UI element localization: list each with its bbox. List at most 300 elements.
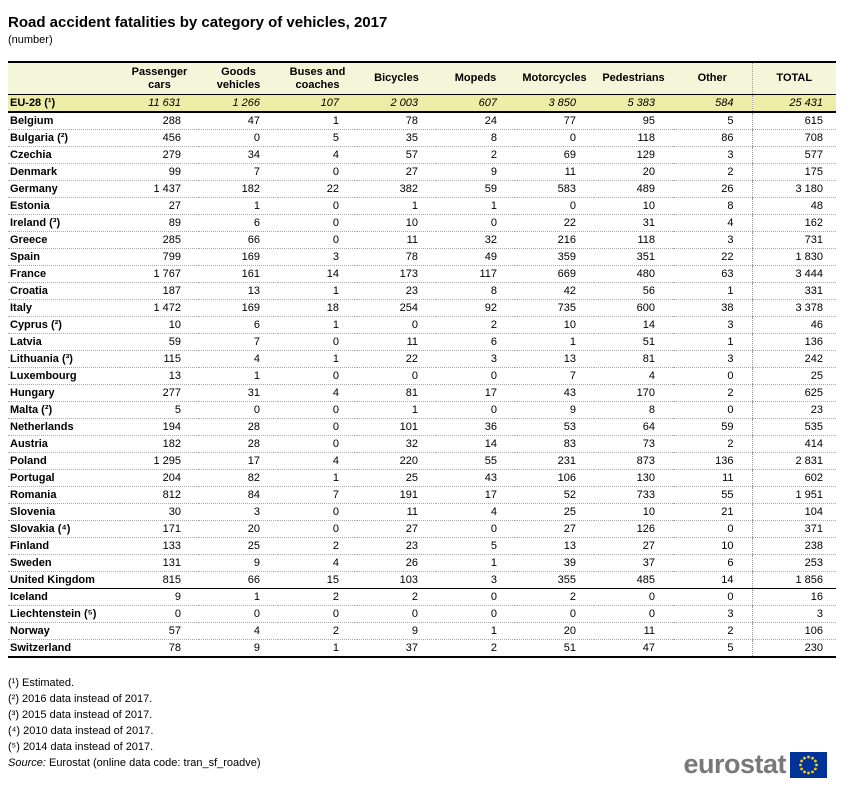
row-label: Slovakia (⁴) bbox=[8, 521, 120, 538]
value-cell: 86 bbox=[673, 130, 752, 147]
table-row bbox=[8, 453, 836, 470]
value-cell: 118 bbox=[594, 130, 673, 147]
value-cell: 7 bbox=[199, 164, 278, 181]
row-label: Austria bbox=[8, 436, 120, 453]
value-cell: 1 266 bbox=[199, 95, 278, 113]
value-cell: 3 bbox=[199, 504, 278, 521]
value-cell: 1 bbox=[278, 317, 357, 334]
value-cell: 115 bbox=[120, 351, 199, 368]
value-cell: 25 bbox=[199, 538, 278, 555]
table-row bbox=[8, 402, 836, 419]
value-cell: 37 bbox=[357, 640, 436, 658]
value-cell: 43 bbox=[515, 385, 594, 402]
table-row bbox=[8, 181, 836, 198]
value-cell: 3 bbox=[673, 351, 752, 368]
row-label: Switzerland bbox=[8, 640, 120, 658]
value-cell: 10 bbox=[594, 504, 673, 521]
value-cell: 9 bbox=[515, 402, 594, 419]
value-cell: 0 bbox=[436, 589, 515, 606]
column-header: Mopeds bbox=[436, 62, 515, 95]
value-cell: 194 bbox=[120, 419, 199, 436]
value-cell: 30 bbox=[120, 504, 199, 521]
value-cell: 182 bbox=[199, 181, 278, 198]
column-header: Pedestrians bbox=[594, 62, 673, 95]
row-label: Netherlands bbox=[8, 419, 120, 436]
value-cell: 169 bbox=[199, 300, 278, 317]
value-cell: 2 bbox=[278, 538, 357, 555]
table-header-row bbox=[8, 62, 836, 95]
value-cell: 11 bbox=[515, 164, 594, 181]
value-cell: 1 bbox=[199, 589, 278, 606]
value-cell: 0 bbox=[357, 317, 436, 334]
row-label: Slovenia bbox=[8, 504, 120, 521]
value-cell: 5 bbox=[436, 538, 515, 555]
row-label: Italy bbox=[8, 300, 120, 317]
value-cell: 615 bbox=[752, 112, 836, 130]
value-cell: 11 631 bbox=[120, 95, 199, 113]
value-cell: 10 bbox=[594, 198, 673, 215]
value-cell: 17 bbox=[436, 385, 515, 402]
row-label: Denmark bbox=[8, 164, 120, 181]
value-cell: 0 bbox=[673, 402, 752, 419]
value-cell: 136 bbox=[673, 453, 752, 470]
value-cell: 107 bbox=[278, 95, 357, 113]
value-cell: 1 472 bbox=[120, 300, 199, 317]
value-cell: 4 bbox=[278, 555, 357, 572]
row-label: Finland bbox=[8, 538, 120, 555]
value-cell: 20 bbox=[199, 521, 278, 538]
value-cell: 799 bbox=[120, 249, 199, 266]
value-cell: 11 bbox=[673, 470, 752, 487]
value-cell: 0 bbox=[436, 368, 515, 385]
value-cell: 3 850 bbox=[515, 95, 594, 113]
value-cell: 10 bbox=[515, 317, 594, 334]
row-label: Norway bbox=[8, 623, 120, 640]
value-cell: 0 bbox=[515, 130, 594, 147]
value-cell: 10 bbox=[673, 538, 752, 555]
value-cell: 1 951 bbox=[752, 487, 836, 504]
value-cell: 3 bbox=[436, 351, 515, 368]
eurostat-logo-text: eurostat bbox=[683, 749, 786, 779]
row-label: Hungary bbox=[8, 385, 120, 402]
value-cell: 27 bbox=[594, 538, 673, 555]
value-cell: 607 bbox=[436, 95, 515, 113]
value-cell: 485 bbox=[594, 572, 673, 589]
table-row bbox=[8, 419, 836, 436]
value-cell: 3 bbox=[673, 147, 752, 164]
row-label: Greece bbox=[8, 232, 120, 249]
value-cell: 22 bbox=[515, 215, 594, 232]
value-cell: 1 bbox=[278, 112, 357, 130]
value-cell: 81 bbox=[594, 351, 673, 368]
value-cell: 669 bbox=[515, 266, 594, 283]
eurostat-logo bbox=[683, 751, 827, 778]
value-cell: 84 bbox=[199, 487, 278, 504]
value-cell: 371 bbox=[752, 521, 836, 538]
value-cell: 279 bbox=[120, 147, 199, 164]
table-row bbox=[8, 623, 836, 640]
value-cell: 216 bbox=[515, 232, 594, 249]
value-cell: 56 bbox=[594, 283, 673, 300]
source-label: Source: bbox=[8, 757, 46, 769]
value-cell: 13 bbox=[120, 368, 199, 385]
corner-cell bbox=[8, 62, 120, 95]
value-cell: 5 bbox=[120, 402, 199, 419]
value-cell: 78 bbox=[120, 640, 199, 658]
value-cell: 32 bbox=[436, 232, 515, 249]
value-cell: 6 bbox=[673, 555, 752, 572]
value-cell: 82 bbox=[199, 470, 278, 487]
value-cell: 735 bbox=[515, 300, 594, 317]
footnote: (⁵) 2014 data instead of 2017. bbox=[8, 741, 154, 753]
value-cell: 11 bbox=[594, 623, 673, 640]
value-cell: 0 bbox=[278, 164, 357, 181]
value-cell: 69 bbox=[515, 147, 594, 164]
value-cell: 1 bbox=[436, 198, 515, 215]
value-cell: 22 bbox=[673, 249, 752, 266]
table-row bbox=[8, 112, 836, 130]
value-cell: 1 bbox=[673, 334, 752, 351]
value-cell: 873 bbox=[594, 453, 673, 470]
value-cell: 230 bbox=[752, 640, 836, 658]
value-cell: 9 bbox=[199, 640, 278, 658]
eu-flag-icon bbox=[790, 752, 827, 778]
value-cell: 46 bbox=[752, 317, 836, 334]
column-header: Goods vehicles bbox=[199, 62, 278, 95]
value-cell: 0 bbox=[357, 606, 436, 623]
value-cell: 11 bbox=[357, 504, 436, 521]
table-row bbox=[8, 300, 836, 317]
value-cell: 26 bbox=[357, 555, 436, 572]
value-cell: 14 bbox=[594, 317, 673, 334]
value-cell: 42 bbox=[515, 283, 594, 300]
value-cell: 414 bbox=[752, 436, 836, 453]
value-cell: 1 bbox=[436, 555, 515, 572]
value-cell: 21 bbox=[673, 504, 752, 521]
value-cell: 73 bbox=[594, 436, 673, 453]
value-cell: 126 bbox=[594, 521, 673, 538]
row-label: Croatia bbox=[8, 283, 120, 300]
value-cell: 173 bbox=[357, 266, 436, 283]
value-cell: 52 bbox=[515, 487, 594, 504]
value-cell: 18 bbox=[278, 300, 357, 317]
value-cell: 55 bbox=[673, 487, 752, 504]
value-cell: 2 bbox=[515, 589, 594, 606]
value-cell: 1 bbox=[515, 334, 594, 351]
row-label: Lithuania (³) bbox=[8, 351, 120, 368]
value-cell: 733 bbox=[594, 487, 673, 504]
value-cell: 99 bbox=[120, 164, 199, 181]
value-cell: 191 bbox=[357, 487, 436, 504]
value-cell: 2 bbox=[278, 589, 357, 606]
row-label: Luxembourg bbox=[8, 368, 120, 385]
table-row bbox=[8, 640, 836, 658]
value-cell: 27 bbox=[120, 198, 199, 215]
table-row bbox=[8, 436, 836, 453]
value-cell: 583 bbox=[515, 181, 594, 198]
value-cell: 0 bbox=[199, 606, 278, 623]
value-cell: 4 bbox=[199, 623, 278, 640]
value-cell: 1 bbox=[278, 640, 357, 658]
value-cell: 6 bbox=[199, 317, 278, 334]
value-cell: 1 bbox=[278, 470, 357, 487]
value-cell: 47 bbox=[199, 112, 278, 130]
value-cell: 456 bbox=[120, 130, 199, 147]
value-cell: 1 bbox=[199, 368, 278, 385]
value-cell: 577 bbox=[752, 147, 836, 164]
value-cell: 584 bbox=[673, 95, 752, 113]
value-cell: 13 bbox=[515, 351, 594, 368]
value-cell: 4 bbox=[673, 215, 752, 232]
value-cell: 1 bbox=[673, 283, 752, 300]
value-cell: 331 bbox=[752, 283, 836, 300]
value-cell: 11 bbox=[357, 334, 436, 351]
value-cell: 47 bbox=[594, 640, 673, 658]
value-cell: 812 bbox=[120, 487, 199, 504]
value-cell: 106 bbox=[515, 470, 594, 487]
value-cell: 0 bbox=[436, 402, 515, 419]
value-cell: 14 bbox=[673, 572, 752, 589]
row-label: Latvia bbox=[8, 334, 120, 351]
table-row bbox=[8, 521, 836, 538]
value-cell: 66 bbox=[199, 232, 278, 249]
row-label: Iceland bbox=[8, 589, 120, 606]
value-cell: 0 bbox=[278, 419, 357, 436]
value-cell: 2 bbox=[673, 385, 752, 402]
value-cell: 242 bbox=[752, 351, 836, 368]
value-cell: 0 bbox=[515, 606, 594, 623]
value-cell: 23 bbox=[752, 402, 836, 419]
value-cell: 89 bbox=[120, 215, 199, 232]
row-label: Liechtenstein (⁵) bbox=[8, 606, 120, 623]
value-cell: 13 bbox=[515, 538, 594, 555]
value-cell: 2 831 bbox=[752, 453, 836, 470]
value-cell: 16 bbox=[752, 589, 836, 606]
value-cell: 171 bbox=[120, 521, 199, 538]
value-cell: 1 bbox=[278, 283, 357, 300]
value-cell: 51 bbox=[594, 334, 673, 351]
value-cell: 26 bbox=[673, 181, 752, 198]
value-cell: 117 bbox=[436, 266, 515, 283]
value-cell: 5 bbox=[278, 130, 357, 147]
value-cell: 43 bbox=[436, 470, 515, 487]
value-cell: 0 bbox=[278, 606, 357, 623]
value-cell: 0 bbox=[120, 606, 199, 623]
value-cell: 625 bbox=[752, 385, 836, 402]
value-cell: 15 bbox=[278, 572, 357, 589]
table-row bbox=[8, 249, 836, 266]
value-cell: 1 bbox=[357, 198, 436, 215]
footnote: (²) 2016 data instead of 2017. bbox=[8, 693, 153, 705]
value-cell: 2 bbox=[278, 623, 357, 640]
value-cell: 0 bbox=[199, 402, 278, 419]
value-cell: 162 bbox=[752, 215, 836, 232]
column-header: Bicycles bbox=[357, 62, 436, 95]
source-text: Eurostat (online data code: tran_sf_roadve) bbox=[45, 757, 261, 769]
footnote: (⁴) 2010 data instead of 2017. bbox=[8, 725, 154, 737]
value-cell: 2 bbox=[673, 623, 752, 640]
value-cell: 602 bbox=[752, 470, 836, 487]
value-cell: 0 bbox=[278, 436, 357, 453]
value-cell: 3 bbox=[673, 317, 752, 334]
value-cell: 253 bbox=[752, 555, 836, 572]
value-cell: 0 bbox=[199, 130, 278, 147]
value-cell: 53 bbox=[515, 419, 594, 436]
value-cell: 106 bbox=[752, 623, 836, 640]
value-cell: 4 bbox=[278, 453, 357, 470]
value-cell: 20 bbox=[594, 164, 673, 181]
value-cell: 0 bbox=[278, 215, 357, 232]
table-row bbox=[8, 130, 836, 147]
value-cell: 359 bbox=[515, 249, 594, 266]
value-cell: 254 bbox=[357, 300, 436, 317]
row-label: EU-28 (¹) bbox=[8, 95, 120, 113]
value-cell: 36 bbox=[436, 419, 515, 436]
row-label: Czechia bbox=[8, 147, 120, 164]
value-cell: 4 bbox=[436, 504, 515, 521]
value-cell: 8 bbox=[436, 130, 515, 147]
row-label: Belgium bbox=[8, 112, 120, 130]
value-cell: 161 bbox=[199, 266, 278, 283]
value-cell: 59 bbox=[120, 334, 199, 351]
table-row bbox=[8, 368, 836, 385]
page-subtitle: (number) bbox=[8, 34, 53, 46]
value-cell: 5 bbox=[673, 640, 752, 658]
value-cell: 64 bbox=[594, 419, 673, 436]
value-cell: 14 bbox=[278, 266, 357, 283]
value-cell: 3 bbox=[436, 572, 515, 589]
value-cell: 204 bbox=[120, 470, 199, 487]
value-cell: 5 bbox=[673, 112, 752, 130]
value-cell: 35 bbox=[357, 130, 436, 147]
value-cell: 6 bbox=[436, 334, 515, 351]
value-cell: 27 bbox=[515, 521, 594, 538]
row-label: Malta (²) bbox=[8, 402, 120, 419]
value-cell: 95 bbox=[594, 112, 673, 130]
row-label: Portugal bbox=[8, 470, 120, 487]
value-cell: 0 bbox=[436, 521, 515, 538]
value-cell: 14 bbox=[436, 436, 515, 453]
value-cell: 22 bbox=[278, 181, 357, 198]
value-cell: 3 bbox=[752, 606, 836, 623]
value-cell: 0 bbox=[278, 232, 357, 249]
table-body bbox=[8, 95, 836, 658]
value-cell: 1 767 bbox=[120, 266, 199, 283]
value-cell: 0 bbox=[278, 198, 357, 215]
value-cell: 175 bbox=[752, 164, 836, 181]
value-cell: 78 bbox=[357, 112, 436, 130]
value-cell: 600 bbox=[594, 300, 673, 317]
value-cell: 382 bbox=[357, 181, 436, 198]
value-cell: 815 bbox=[120, 572, 199, 589]
row-label: Bulgaria (²) bbox=[8, 130, 120, 147]
table-row bbox=[8, 215, 836, 232]
value-cell: 0 bbox=[436, 215, 515, 232]
value-cell: 7 bbox=[278, 487, 357, 504]
value-cell: 55 bbox=[436, 453, 515, 470]
value-cell: 2 003 bbox=[357, 95, 436, 113]
value-cell: 0 bbox=[357, 368, 436, 385]
value-cell: 7 bbox=[515, 368, 594, 385]
value-cell: 0 bbox=[673, 368, 752, 385]
value-cell: 25 bbox=[752, 368, 836, 385]
value-cell: 37 bbox=[594, 555, 673, 572]
value-cell: 0 bbox=[594, 589, 673, 606]
row-label: Spain bbox=[8, 249, 120, 266]
value-cell: 1 bbox=[357, 402, 436, 419]
table-row bbox=[8, 589, 836, 606]
value-cell: 28 bbox=[199, 436, 278, 453]
value-cell: 8 bbox=[436, 283, 515, 300]
table-row bbox=[8, 164, 836, 181]
value-cell: 81 bbox=[357, 385, 436, 402]
value-cell: 0 bbox=[278, 334, 357, 351]
value-cell: 129 bbox=[594, 147, 673, 164]
column-header: Buses and coaches bbox=[278, 62, 357, 95]
value-cell: 238 bbox=[752, 538, 836, 555]
value-cell: 27 bbox=[357, 164, 436, 181]
table-row bbox=[8, 147, 836, 164]
row-label: United Kingdom bbox=[8, 572, 120, 589]
column-header: Motorcycles bbox=[515, 62, 594, 95]
table-row bbox=[8, 232, 836, 249]
value-cell: 1 830 bbox=[752, 249, 836, 266]
value-cell: 1 bbox=[278, 351, 357, 368]
value-cell: 5 383 bbox=[594, 95, 673, 113]
value-cell: 101 bbox=[357, 419, 436, 436]
column-header: Other bbox=[673, 62, 752, 95]
value-cell: 0 bbox=[436, 606, 515, 623]
value-cell: 277 bbox=[120, 385, 199, 402]
value-cell: 2 bbox=[673, 436, 752, 453]
value-cell: 187 bbox=[120, 283, 199, 300]
value-cell: 4 bbox=[278, 147, 357, 164]
row-label: Poland bbox=[8, 453, 120, 470]
value-cell: 22 bbox=[357, 351, 436, 368]
value-cell: 118 bbox=[594, 232, 673, 249]
value-cell: 78 bbox=[357, 249, 436, 266]
value-cell: 66 bbox=[199, 572, 278, 589]
value-cell: 63 bbox=[673, 266, 752, 283]
value-cell: 9 bbox=[120, 589, 199, 606]
value-cell: 28 bbox=[199, 419, 278, 436]
value-cell: 51 bbox=[515, 640, 594, 658]
table-row bbox=[8, 198, 836, 215]
footnote: (³) 2015 data instead of 2017. bbox=[8, 709, 153, 721]
value-cell: 708 bbox=[752, 130, 836, 147]
value-cell: 2 bbox=[436, 640, 515, 658]
value-cell: 92 bbox=[436, 300, 515, 317]
table-row bbox=[8, 538, 836, 555]
value-cell: 0 bbox=[515, 198, 594, 215]
page-title: Road accident fatalities by category of vehicles, 2017 bbox=[8, 14, 388, 31]
row-label: Ireland (³) bbox=[8, 215, 120, 232]
table-row bbox=[8, 283, 836, 300]
value-cell: 103 bbox=[357, 572, 436, 589]
value-cell: 4 bbox=[594, 368, 673, 385]
value-cell: 1 295 bbox=[120, 453, 199, 470]
value-cell: 182 bbox=[120, 436, 199, 453]
value-cell: 2 bbox=[357, 589, 436, 606]
table-row bbox=[8, 266, 836, 283]
value-cell: 0 bbox=[278, 402, 357, 419]
value-cell: 25 bbox=[357, 470, 436, 487]
value-cell: 31 bbox=[594, 215, 673, 232]
value-cell: 489 bbox=[594, 181, 673, 198]
value-cell: 535 bbox=[752, 419, 836, 436]
value-cell: 34 bbox=[199, 147, 278, 164]
value-cell: 1 437 bbox=[120, 181, 199, 198]
